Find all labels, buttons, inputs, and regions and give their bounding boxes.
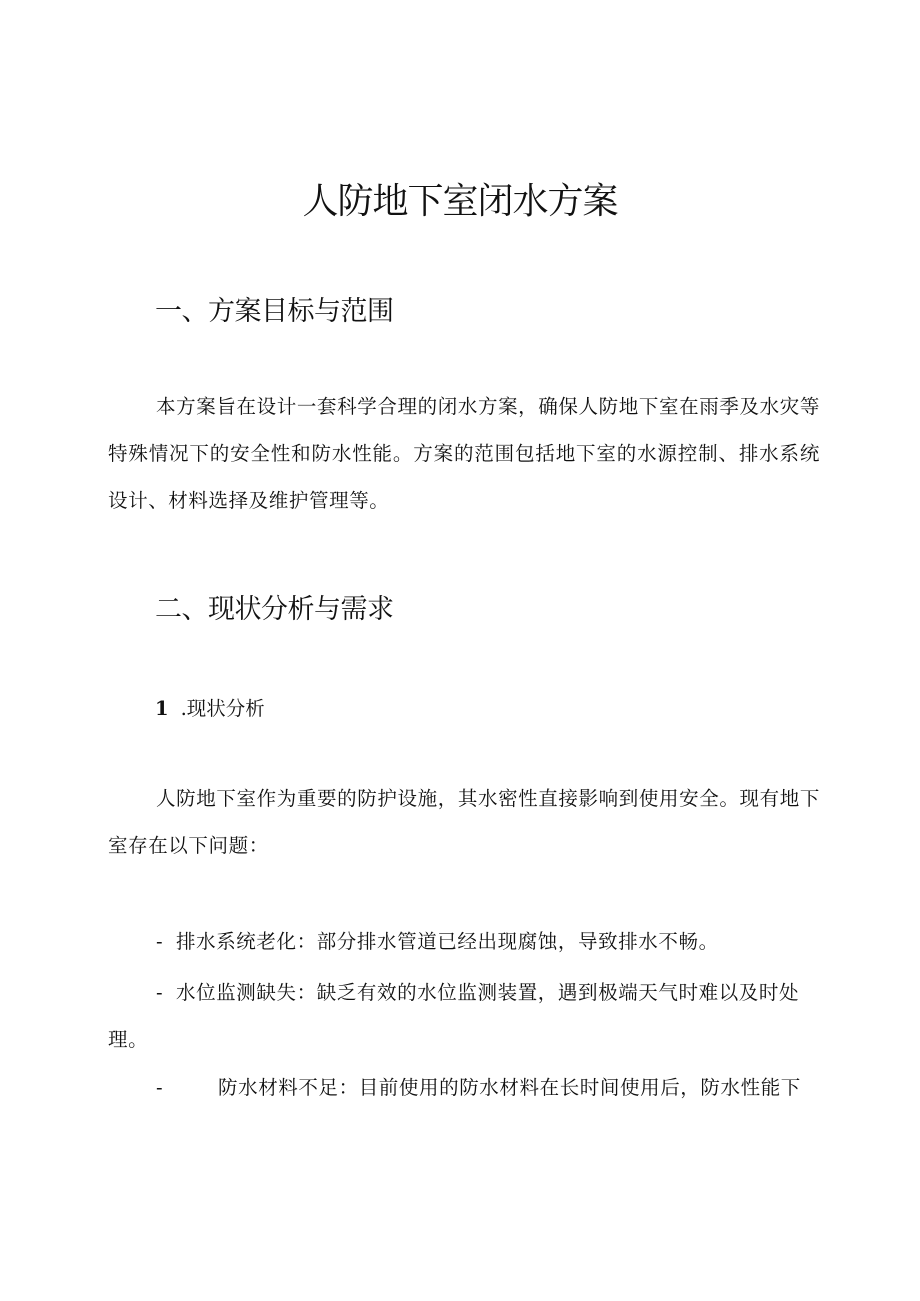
section-paragraph-goals: 本方案旨在设计一套科学合理的闭水方案，确保人防地下室在雨季及水灾等特殊情况下的安全性和防水性能。方案的范围包括地下室的水源控制、排水系统设计、材料选择及维护管理等。: [108, 395, 820, 512]
subsection-label: .现状分析: [180, 697, 265, 720]
list-item-text: 排水系统老化：部分排水管道已经出现腐蚀，导致排水不畅。: [176, 930, 719, 953]
subsection-heading: [155, 694, 265, 724]
list-item: [108, 918, 820, 965]
list-item-text: 防水材料不足：目前使用的防水材料在长时间使用后，防水性能下: [218, 1076, 801, 1099]
section-paragraph-analysis: 人防地下室作为重要的防护设施，其水密性直接影响到使用安全。现有地下室存在以下问题：: [108, 787, 820, 857]
list-dash: -: [156, 981, 164, 1004]
list-item: [108, 969, 820, 1063]
list-item: [108, 1064, 820, 1111]
list-dash: -: [156, 930, 164, 953]
section-heading-goals: 一、方案目标与范围: [155, 296, 394, 327]
subsection-number: 1: [155, 697, 169, 720]
section-heading-analysis: 二、现状分析与需求: [155, 594, 394, 625]
list-dash: -: [156, 1076, 164, 1099]
list-item-text: 水位监测缺失：缺乏有效的水位监测装置，遇到极端天气时难以及时处理。: [108, 981, 800, 1051]
document-title: 人防地下室闭水方案: [302, 181, 618, 222]
